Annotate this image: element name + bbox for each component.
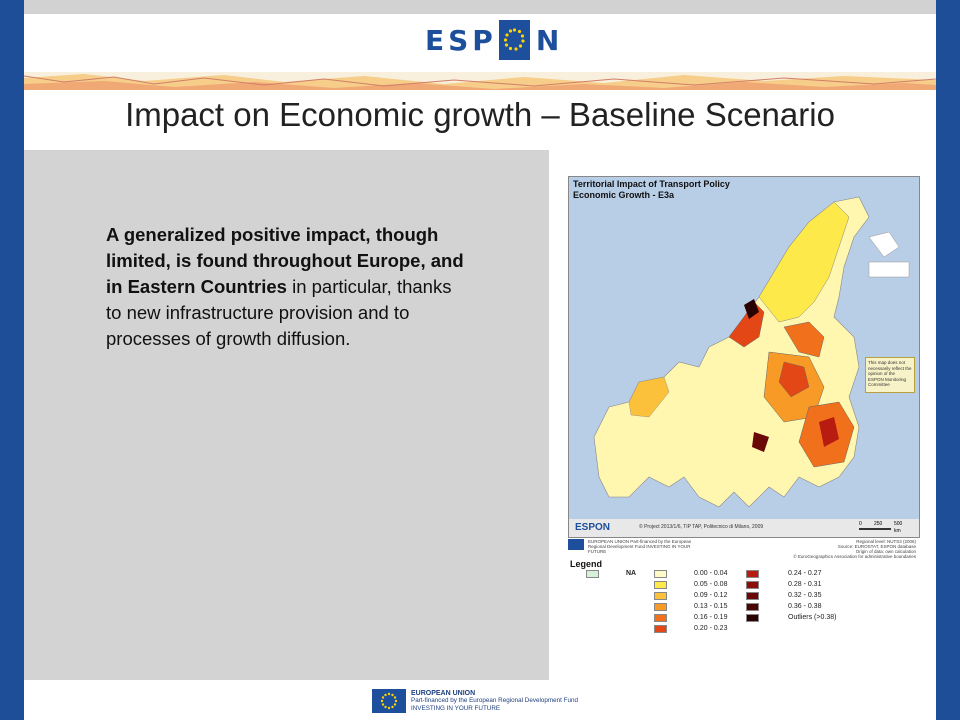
eu-star-circle-icon (499, 20, 530, 60)
right-blue-border (936, 0, 960, 720)
eu-flag-icon (372, 689, 406, 713)
legend-swatch (654, 570, 667, 578)
footer-text (411, 690, 578, 713)
fineprint-right-2: Source: EUROSTAT, ESPON database (837, 544, 916, 549)
decorative-map-band (24, 72, 936, 90)
legend-label: 0.20 - 0.23 (694, 625, 728, 632)
map-title (573, 179, 730, 201)
map-legend-area (568, 537, 918, 637)
legend-swatch (746, 570, 759, 578)
legend-swatch (746, 603, 759, 611)
legend-swatch-na (586, 570, 599, 578)
map-title-line2: Economic Growth - E3a (573, 190, 675, 200)
legend-swatch (654, 614, 667, 622)
legend-label: Outliers (>0.38) (788, 614, 837, 621)
fineprint-right-4: © EuroGeographics Association for administrative boundaries (793, 554, 916, 559)
scale-label-0: 0 (859, 521, 862, 527)
legend-label: 0.00 - 0.04 (694, 570, 728, 577)
scale-label-250: 250 (874, 521, 883, 527)
legend-label: 0.16 - 0.19 (694, 614, 728, 621)
mini-espon-logo: ESPON (575, 522, 611, 533)
legend-title: Legend (570, 559, 603, 569)
top-grey-strip (24, 0, 936, 14)
map-footer (569, 519, 919, 537)
slide-title: Impact on Economic growth – Baseline Scenario (125, 96, 835, 133)
europe-map (568, 176, 920, 538)
fineprint-left: EUROPEAN UNION Part-financed by the European Regional Development Fund INVESTING IN YOUR FUTURE (588, 539, 692, 554)
legend-label: 0.36 - 0.38 (788, 603, 822, 610)
legend-swatch (654, 581, 667, 589)
legend-swatch (654, 592, 667, 600)
legend-swatch (654, 603, 667, 611)
map-copyright: © Project 2013/1/6, TIP TAP, Politecnico di Milano, 2009 (639, 524, 764, 530)
legend-label-na: NA (626, 570, 637, 577)
legend-label: 0.13 - 0.15 (694, 603, 728, 610)
left-blue-border (0, 0, 24, 720)
fineprint-right-3: Origin of data: own calculation (855, 549, 916, 554)
map-title-line1: Territorial Impact of Transport Policy (573, 179, 730, 189)
body-bold-text: A generalized positive impact, though limited, is found throughout Europe, and in Eastern Countries (106, 224, 464, 297)
legend-label: 0.28 - 0.31 (788, 581, 822, 588)
logo-text-left: ESP (425, 23, 497, 57)
legend-label: 0.24 - 0.27 (788, 570, 822, 577)
map-disclaimer-note: This map does not necessarily reflect the opinion of the ESPON Monitoring Committee (865, 357, 915, 393)
legend-label: 0.05 - 0.08 (694, 581, 728, 588)
legend-label: 0.32 - 0.35 (788, 592, 822, 599)
fineprint-right-1: Regional level: NUTS3 (2006) (856, 539, 916, 544)
logo-text-right: N (535, 23, 564, 57)
footer-line2: Part-financed by the European Regional Development Fund (411, 697, 578, 705)
scale-bar (859, 528, 891, 530)
legend-swatch (746, 592, 759, 600)
footer-line3: INVESTING IN YOUR FUTURE (411, 704, 501, 712)
legend-label: 0.09 - 0.12 (694, 592, 728, 599)
legend-swatch (654, 625, 667, 633)
espon-logo (425, 18, 563, 62)
legend-swatch (746, 581, 759, 589)
eu-flag-small-icon (568, 539, 584, 550)
footer-line1: EUROPEAN UNION (411, 689, 476, 697)
body-paragraph (106, 222, 466, 352)
scale-label-500: 500 (894, 521, 903, 527)
eu-funding-footer (372, 688, 578, 714)
scale-unit: km (894, 528, 901, 534)
legend-swatch (746, 614, 759, 622)
body-normal-text: in particular, thanks to new infrastructure provision and to processes of growth diffusion. (106, 276, 452, 349)
